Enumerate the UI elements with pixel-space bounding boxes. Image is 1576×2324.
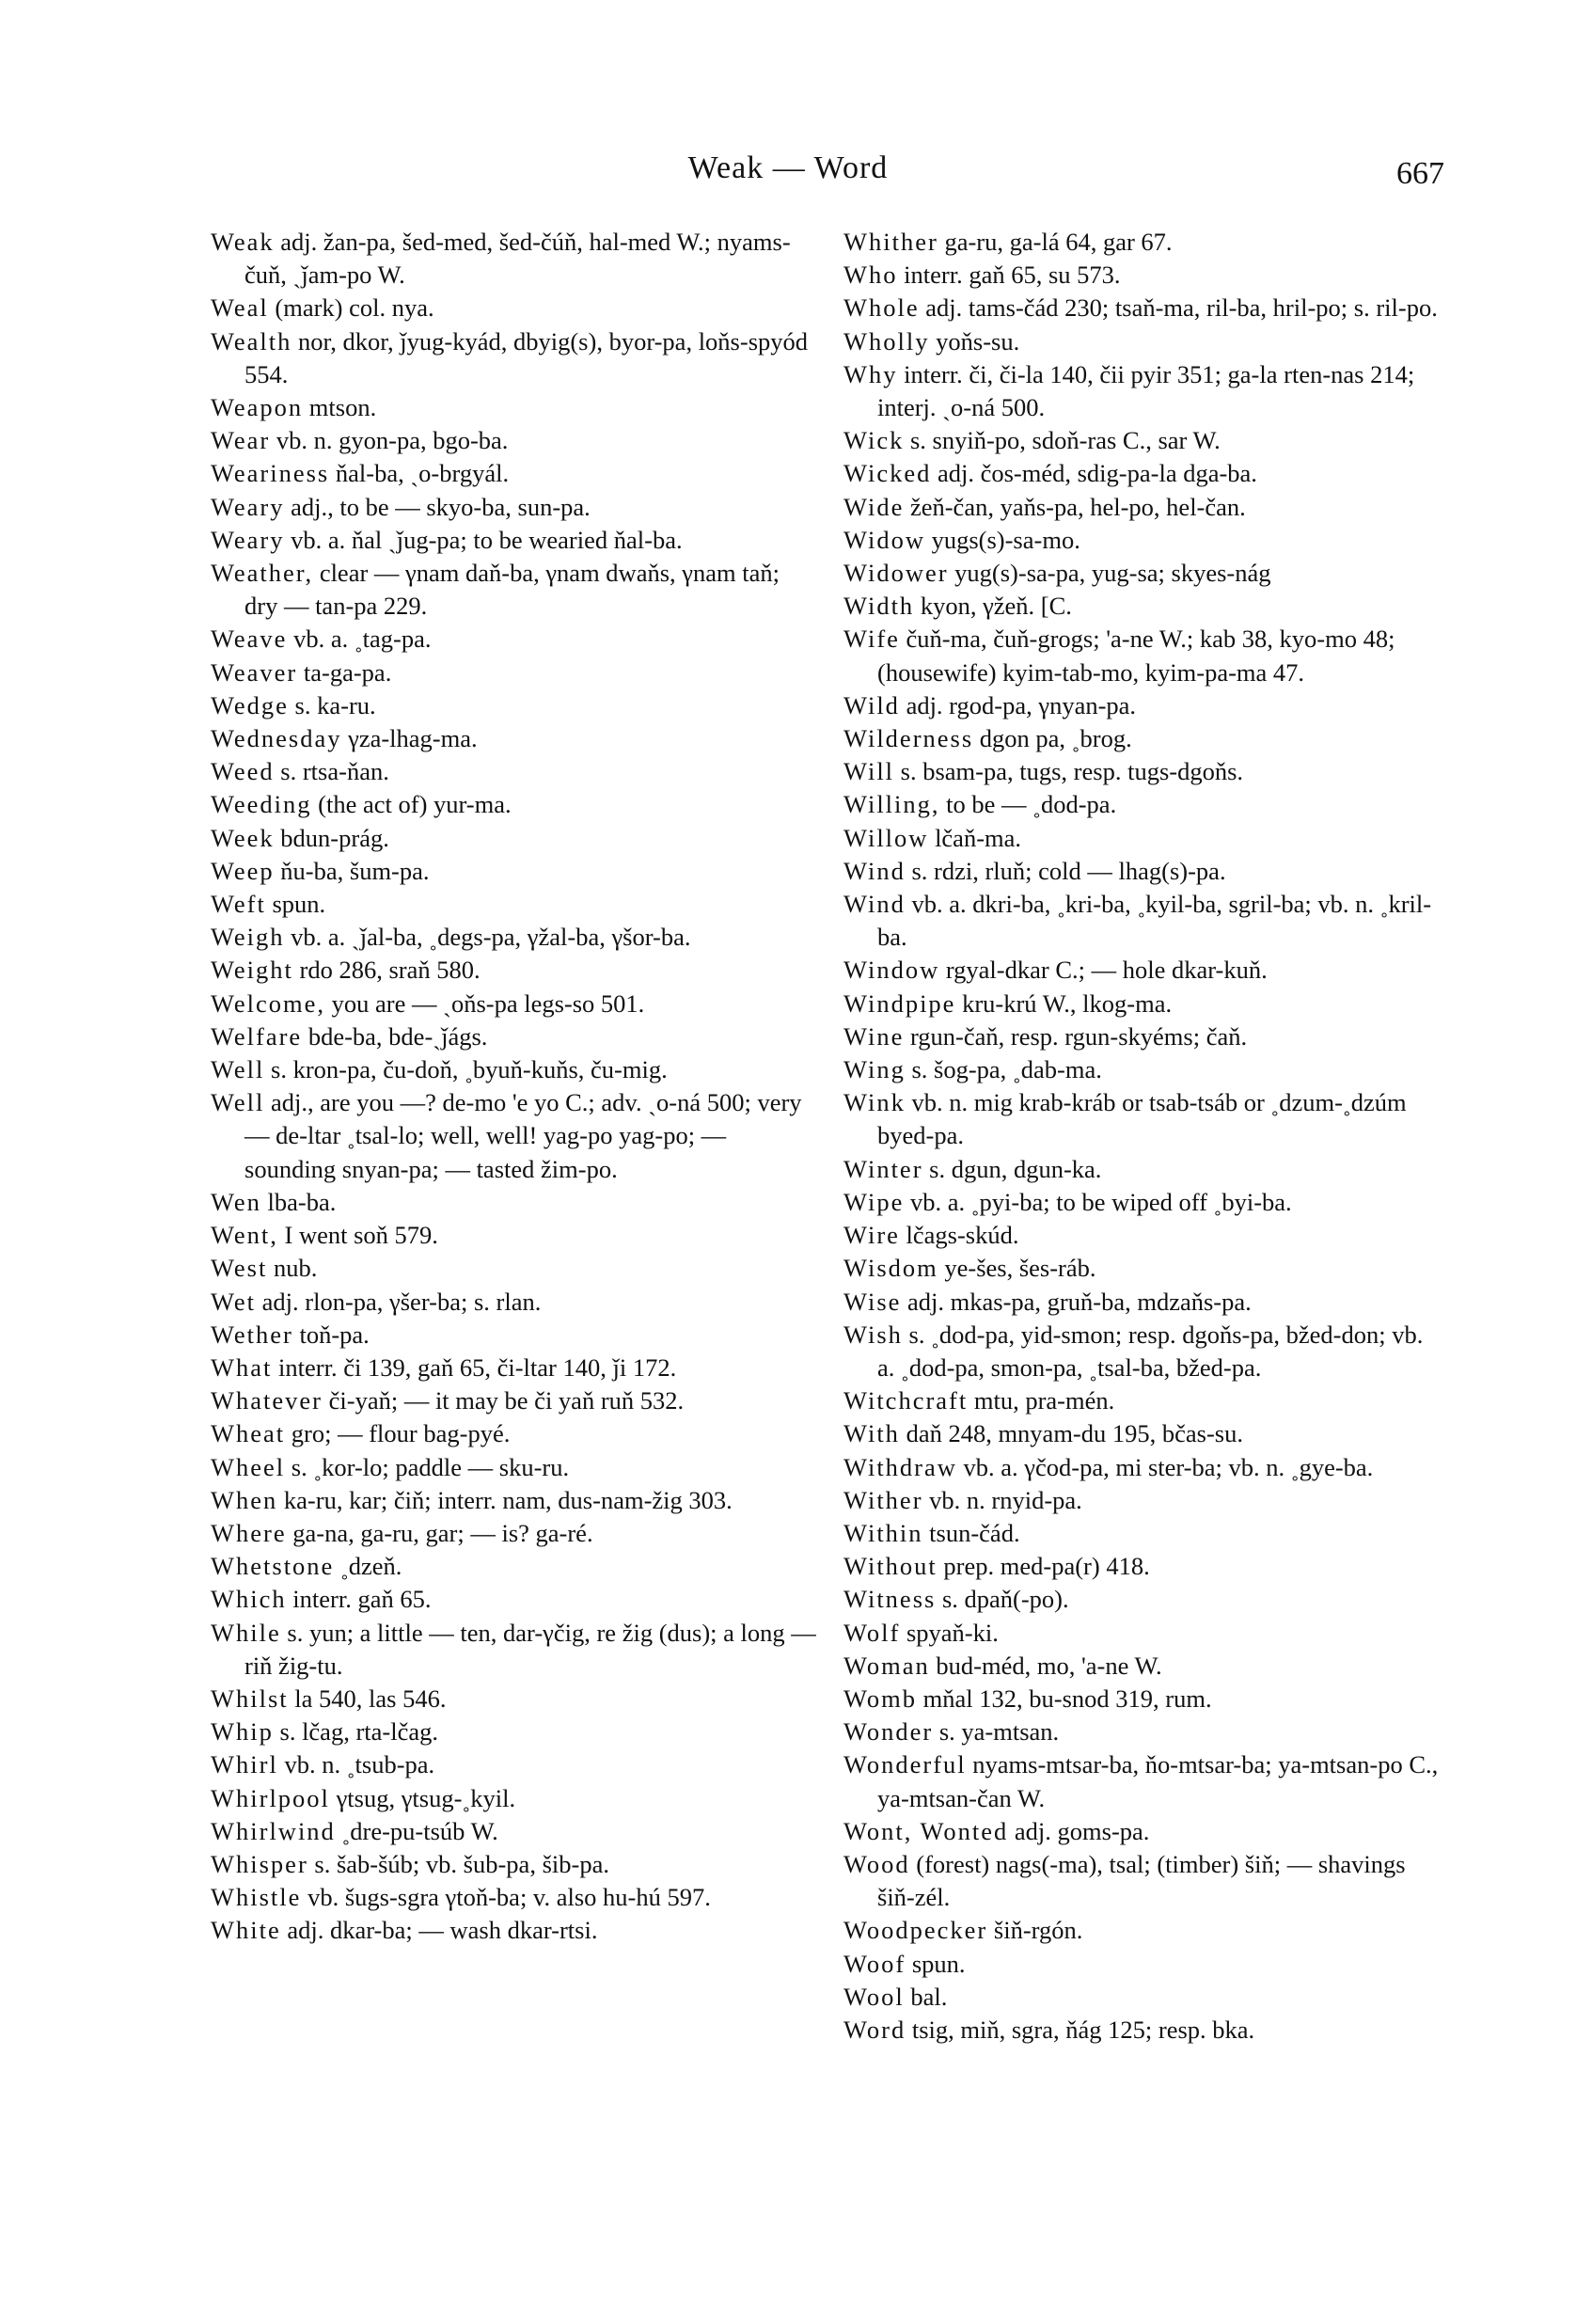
dictionary-entry: [211, 1550, 816, 1583]
entry-headword: West: [211, 1254, 268, 1283]
dictionary-entry: [211, 1683, 816, 1715]
dictionary-entry: [211, 1848, 816, 1881]
entry-headword: Wear: [211, 426, 271, 455]
entry-definition: čuň-ma, čuň-grogs; 'a-ne W.; kab 38, kyo-mo 48; (housewife) kyim-tab-mo, kyim-pa-ma 47.: [877, 624, 1395, 687]
entry-definition: ˳dre-pu-tsúb W.: [341, 1816, 498, 1845]
dictionary-entry: [843, 358, 1445, 424]
entry-definition: vb. a. ňal ˏǰug-pa; to be wearied ňal-ba.: [291, 525, 683, 554]
dictionary-entry: [211, 1715, 816, 1748]
entry-headword: Wind: [843, 890, 906, 919]
entry-headword: Where: [211, 1518, 287, 1547]
dictionary-entry: [211, 822, 816, 855]
entry-definition: adj. goms-pa.: [1014, 1816, 1150, 1845]
entry-headword: Wolf: [843, 1618, 901, 1647]
entry-headword: Within: [843, 1518, 923, 1547]
dictionary-entry: [211, 524, 816, 557]
entry-headword: Wide: [843, 492, 905, 521]
entry-headword: Weft: [211, 890, 266, 919]
entry-headword: Wednesday: [211, 724, 342, 753]
dictionary-entry: [211, 1748, 816, 1781]
entry-definition: vb. a. dkri-ba, ˳kri-ba, ˳kyil-ba, sgril-ba; vb. n. ˳kril-ba.: [877, 890, 1432, 952]
entry-headword: Wing: [843, 1055, 906, 1084]
page-header: [0, 150, 1576, 198]
entry-definition: s. šog-pa, ˳dab-ma.: [911, 1055, 1102, 1084]
entry-definition: tsig, miň, sgra, ňág 125; resp. bka.: [911, 2015, 1255, 2044]
entry-headword: Whatever: [211, 1386, 323, 1415]
entry-definition: s. ˳kor-lo; paddle — sku-ru.: [291, 1452, 570, 1481]
dictionary-entry: [843, 1252, 1445, 1285]
entry-definition: I went soň 579.: [284, 1221, 438, 1250]
entry-definition: bal.: [910, 1982, 948, 2011]
entry-headword: Wish: [843, 1320, 903, 1349]
entry-definition: nor, dkor, ǰyug-kyád, dbyig(s), byor-pa, loňs-spyód 554.: [244, 326, 809, 388]
entry-definition: ňu-ba, šum-pa.: [280, 856, 430, 885]
dictionary-entry: [211, 1881, 816, 1914]
dictionary-entry: [211, 424, 816, 457]
dictionary-entry: [843, 1153, 1445, 1186]
entry-definition: yug(s)-sa-pa, yug-sa; skyes-nág: [954, 559, 1271, 588]
entry-headword: Well: [211, 1088, 265, 1117]
entry-definition: s. ˳dod-pa, yid-smon; resp. dgoňs-pa, bžed-don; vb. a. ˳dod-pa, smon-pa, ˳tsal-ba, bžed-pa.: [877, 1320, 1424, 1382]
entry-definition: (forest) nags(-ma), tsal; (timber) šiň; — shavings šiň-zél.: [877, 1849, 1406, 1912]
entry-definition: s. lčag, rta-lčag.: [279, 1717, 438, 1747]
dictionary-entry: [211, 656, 816, 689]
entry-definition: yugs(s)-sa-mo.: [931, 525, 1080, 554]
dictionary-entry: [211, 1617, 816, 1683]
entry-headword: Weary: [211, 492, 285, 521]
dictionary-entry: [843, 1981, 1445, 2014]
entry-headword: Welcome,: [211, 988, 326, 1018]
entry-definition: vb. a. ˏǰal-ba, ˳degs-pa, γžal-ba, γšor-ba.: [291, 923, 691, 952]
dictionary-entry: [843, 1417, 1445, 1450]
dictionary-entry: [211, 491, 816, 524]
entry-headword: Whilst: [211, 1684, 289, 1713]
dictionary-entry: [211, 988, 816, 1020]
dictionary-entry: [211, 1517, 816, 1550]
entry-headword: Wink: [843, 1088, 906, 1117]
dictionary-entry: [211, 1815, 816, 1848]
entry-definition: bud-méd, mo, 'a-ne W.: [936, 1651, 1162, 1680]
dictionary-entry: [843, 623, 1445, 688]
entry-headword: Went,: [211, 1221, 278, 1250]
dictionary-entry: [211, 623, 816, 656]
dictionary-entry: [211, 1417, 816, 1450]
entry-headword: Whither: [843, 228, 938, 256]
entry-headword: Woof: [843, 1949, 906, 1978]
dictionary-entry: [843, 1186, 1445, 1219]
dictionary-entry: [211, 1914, 816, 1947]
entry-definition: či-yaň; — it may be či yaň ruň 532.: [328, 1386, 685, 1415]
entry-headword: Wool: [843, 1982, 905, 2011]
entry-headword: White: [211, 1916, 281, 1945]
entry-headword: Wheel: [211, 1452, 286, 1481]
entry-headword: Wind: [843, 856, 906, 885]
dictionary-entry: [211, 689, 816, 722]
entry-definition: vb. n. ˳tsub-pa.: [284, 1750, 435, 1779]
dictionary-entry: [211, 1583, 816, 1616]
entry-headword: Weeding: [211, 790, 312, 819]
entry-headword: Witchcraft: [843, 1386, 969, 1415]
dictionary-entry: [211, 1053, 816, 1086]
entry-definition: s. rdzi, rluň; cold — lhag(s)-pa.: [911, 856, 1226, 885]
entry-definition: lčags-skúd.: [906, 1221, 1019, 1250]
dictionary-entry: [843, 557, 1445, 590]
dictionary-entry: [211, 1319, 816, 1352]
dictionary-entry: [843, 1583, 1445, 1616]
dictionary-entry: [211, 1219, 816, 1252]
dictionary-entry: [843, 259, 1445, 292]
entry-headword: Weary: [211, 525, 285, 554]
entry-definition: rdo 286, sraň 580.: [299, 956, 481, 985]
entry-definition: s. kron-pa, ču-doň, ˳byuň-kuňs, ču-mig.: [271, 1055, 668, 1084]
dictionary-entry: [211, 921, 816, 954]
dictionary-entry: [843, 1617, 1445, 1650]
entry-definition: s. ya-mtsan.: [938, 1717, 1060, 1747]
entry-headword: Will: [843, 757, 895, 786]
entry-headword: Without: [843, 1552, 938, 1581]
entry-headword: Whirl: [211, 1750, 278, 1779]
entry-headword: Wick: [843, 426, 905, 455]
dictionary-entry: [843, 1053, 1445, 1086]
dictionary-entry: [843, 1914, 1445, 1947]
page-number: 667: [1396, 156, 1444, 191]
entry-definition: tsun-čád.: [929, 1518, 1020, 1547]
running-title: Weak — Word: [687, 150, 889, 185]
entry-headword: Which: [211, 1585, 287, 1614]
entry-definition: adj. čos-méd, sdig-pa-la dga-ba.: [937, 459, 1257, 488]
entry-headword: Woodpecker: [843, 1916, 988, 1945]
entry-definition: vb. a. ˳tag-pa.: [293, 624, 432, 654]
entry-definition: ga-na, ga-ru, gar; — is? ga-ré.: [292, 1518, 593, 1547]
entry-headword: Wine: [843, 1021, 905, 1051]
entry-headword: Weigh: [211, 923, 285, 952]
entry-definition: kru-krú W., lkog-ma.: [962, 988, 1173, 1018]
entry-headword: When: [211, 1485, 278, 1514]
entry-headword: Weed: [211, 757, 275, 786]
dictionary-entry: [843, 2014, 1445, 2047]
entry-definition: adj. rlon-pa, γšer-ba; s. rlan.: [261, 1287, 542, 1316]
entry-headword: Willing,: [843, 790, 940, 819]
entry-definition: bde-ba, bde-ˏǰágs.: [307, 1021, 488, 1051]
dictionary-entry: [843, 491, 1445, 524]
entry-definition: lba-ba.: [267, 1187, 337, 1216]
entry-definition: adj., are you —? de-mo 'e yo C.; adv. ˏo-ná 500; very — de-ltar ˳tsal-lo; well, well! yag-po yag-po; — sounding snyan-pa; — tasted žim-po.: [244, 1088, 802, 1183]
dictionary-entry: [843, 1086, 1445, 1152]
entry-definition: s. yun; a little — ten, dar-γčig, re žig (dus); a long — riň žig-tu.: [244, 1618, 816, 1680]
entry-headword: Wealth: [211, 326, 292, 356]
entry-definition: s. dpaň(-po).: [941, 1585, 1069, 1614]
entry-headword: Why: [843, 359, 898, 388]
entry-definition: adj. mkas-pa, gruň-ba, mdzaňs-pa.: [907, 1287, 1252, 1316]
entry-headword: Whirlpool: [211, 1783, 330, 1812]
entry-definition: s. šab-šúb; vb. šub-pa, šib-pa.: [314, 1849, 609, 1878]
entry-headword: Welfare: [211, 1021, 303, 1051]
dictionary-entry: [211, 1484, 816, 1517]
entry-definition: vb. n. mig krab-kráb or tsab-tsáb or ˳dzum-˳dzúm byed-pa.: [877, 1088, 1407, 1150]
entry-headword: Who: [843, 261, 898, 290]
dictionary-entry: [843, 1484, 1445, 1517]
entry-definition: ňal-ba, ˏo-brgyál.: [335, 459, 510, 488]
entry-headword: Week: [211, 823, 275, 852]
entry-definition: s. snyiň-po, sdoň-ras C., sar W.: [909, 426, 1221, 455]
entry-definition: spun.: [272, 890, 326, 919]
dictionary-entry: [843, 822, 1445, 855]
entry-definition: γtsug, γtsug-˳kyil.: [336, 1783, 516, 1812]
entry-definition: mňal 132, bu-snod 319, rum.: [922, 1684, 1212, 1713]
dictionary-entry: [211, 557, 816, 623]
dictionary-entry: [211, 325, 816, 391]
entry-definition: vb. a. ˳pyi-ba; to be wiped off ˳byi-ba.: [909, 1187, 1292, 1216]
entry-headword: Wilderness: [843, 724, 974, 753]
entry-headword: Whole: [843, 293, 920, 323]
entry-definition: daň 248, mnyam-du 195, bčas-su.: [906, 1419, 1243, 1448]
entry-definition: clear — γnam daň-ba, γnam dwaňs, γnam taň; dry — tan-pa 229.: [244, 559, 780, 621]
entry-definition: ga-ru, ga-lá 64, gar 67.: [944, 228, 1173, 256]
entry-definition: nub.: [273, 1254, 318, 1283]
entry-headword: With: [843, 1419, 900, 1448]
entry-headword: Weariness: [211, 459, 330, 488]
entry-headword: Width: [843, 592, 915, 621]
entry-definition: toň-pa.: [299, 1320, 370, 1349]
dictionary-entry: [843, 1650, 1445, 1683]
entry-headword: Wonder: [843, 1717, 934, 1747]
entry-headword: Weapon: [211, 393, 304, 422]
entry-headword: Wife: [843, 624, 900, 654]
entry-headword: Whistle: [211, 1883, 302, 1912]
entry-headword: While: [211, 1618, 281, 1647]
dictionary-entry: [843, 1384, 1445, 1417]
dictionary-entry: [211, 1252, 816, 1285]
entry-headword: Wisdom: [843, 1254, 938, 1283]
entry-headword: Weaver: [211, 657, 298, 687]
entry-headword: Well: [211, 1055, 265, 1084]
entry-headword: Weal: [211, 293, 269, 323]
dictionary-entry: [843, 1715, 1445, 1748]
entry-definition: dgon pa, ˳brog.: [979, 724, 1132, 753]
entry-definition: you are — ˏoňs-pa legs-so 501.: [331, 988, 645, 1018]
entry-definition: žeň-čan, yaňs-pa, hel-po, hel-čan.: [909, 492, 1246, 521]
dictionary-entry: [843, 524, 1445, 557]
left-column: [211, 226, 816, 1948]
entry-headword: Whirlwind: [211, 1816, 336, 1845]
entry-headword: Wether: [211, 1320, 293, 1349]
entry-headword: Wholly: [843, 326, 930, 356]
entry-definition: kyon, γžeň. [C.: [920, 592, 1072, 621]
entry-definition: to be — ˳dod-pa.: [946, 790, 1117, 819]
entry-headword: Weak: [211, 228, 275, 256]
entry-headword: Whip: [211, 1717, 274, 1747]
entry-headword: Weather,: [211, 559, 314, 588]
entry-headword: Whisper: [211, 1849, 308, 1878]
dictionary-entry: [211, 226, 816, 292]
entry-definition: mtu, pra-mén.: [973, 1386, 1115, 1415]
entry-headword: Witness: [843, 1585, 937, 1614]
entry-headword: Windpipe: [843, 988, 956, 1018]
dictionary-entry: [211, 391, 816, 424]
dictionary-entry: [843, 1683, 1445, 1715]
dictionary-entry: [211, 1186, 816, 1219]
entry-definition: šiň-rgón.: [993, 1916, 1083, 1945]
entry-headword: Wedge: [211, 690, 289, 719]
dictionary-entry: [843, 1451, 1445, 1484]
dictionary-entry: [843, 1550, 1445, 1583]
dictionary-entry: [211, 1286, 816, 1319]
entry-definition: interr. či, či-la 140, čii pyir 351; ga-la rten-nas 214; interj. ˏo-ná 500.: [877, 359, 1415, 422]
entry-definition: adj. rgod-pa, γnyan-pa.: [906, 690, 1137, 719]
entry-definition: s. ka-ru.: [294, 690, 376, 719]
dictionary-entry: [843, 1748, 1445, 1814]
entry-definition: vb. n. gyon-pa, bgo-ba.: [276, 426, 509, 455]
entry-definition: (mark) col. nya.: [275, 293, 434, 323]
entry-definition: ta-ga-pa.: [303, 657, 392, 687]
dictionary-entry: [843, 325, 1445, 358]
entry-headword: Womb: [843, 1684, 918, 1713]
dictionary-entry: [843, 1020, 1445, 1053]
entry-headword: Willow: [843, 823, 929, 852]
entry-headword: Winter: [843, 1154, 923, 1183]
dictionary-entry: [211, 1451, 816, 1484]
entry-definition: ˳dzeň.: [339, 1552, 402, 1581]
dictionary-entry: [211, 292, 816, 324]
dictionary-entry: [843, 590, 1445, 623]
dictionary-entry: [211, 1782, 816, 1815]
entry-headword: Woman: [843, 1651, 930, 1680]
entry-definition: interr. gaň 65.: [292, 1585, 432, 1614]
dictionary-entry: [211, 1020, 816, 1053]
entry-headword: Wither: [843, 1485, 923, 1514]
entry-headword: Weep: [211, 856, 275, 885]
entry-definition: adj., to be — skyo-ba, sun-pa.: [291, 492, 591, 521]
entry-definition: (the act of) yur-ma.: [318, 790, 512, 819]
entry-definition: adj. žan-pa, šed-med, šed-čúň, hal-med W.; nyams-čuň, ˏǰam-po W.: [244, 228, 791, 290]
entry-headword: Window: [843, 956, 940, 985]
entry-headword: Whetstone: [211, 1552, 335, 1581]
dictionary-entry: [843, 689, 1445, 722]
dictionary-entry: [843, 888, 1445, 954]
dictionary-entry: [211, 1352, 816, 1384]
entry-definition: s. dgun, dgun-ka.: [929, 1154, 1102, 1183]
dictionary-entry: [843, 722, 1445, 755]
entry-headword: Wen: [211, 1187, 261, 1216]
dictionary-entry: [211, 788, 816, 821]
entry-headword: Wipe: [843, 1187, 905, 1216]
dictionary-entry: [211, 1384, 816, 1417]
dictionary-entry: [843, 1517, 1445, 1550]
dictionary-entry: [843, 457, 1445, 490]
entry-definition: lčaň-ma.: [935, 823, 1022, 852]
entry-definition: ye-šes, šes-ráb.: [944, 1254, 1096, 1283]
entry-definition: interr. či 139, gaň 65, či-ltar 140, ǰi 172.: [278, 1352, 677, 1382]
dictionary-entry: [843, 424, 1445, 457]
dictionary-entry: [843, 1286, 1445, 1319]
entry-definition: γza-lhag-ma.: [348, 724, 478, 753]
entry-definition: nyams-mtsar-ba, ňo-mtsar-ba; ya-mtsan-po C., ya-mtsan-čan W.: [877, 1750, 1439, 1812]
entry-definition: s. rtsa-ňan.: [280, 757, 389, 786]
dictionary-entry: [843, 226, 1445, 259]
dictionary-entry: [211, 722, 816, 755]
entry-definition: la 540, las 546.: [294, 1684, 447, 1713]
dictionary-entry: [843, 1848, 1445, 1914]
entry-headword: Widower: [843, 559, 949, 588]
dictionary-entry: [843, 954, 1445, 987]
dictionary-entry: [843, 292, 1445, 324]
entry-definition: vb. šugs-sgra γtoň-ba; v. also hu-hú 597.: [307, 1883, 711, 1912]
dictionary-entry: [843, 855, 1445, 888]
dictionary-entry: [843, 1815, 1445, 1848]
dictionary-entry: [211, 888, 816, 921]
right-column: [843, 226, 1445, 2047]
dictionary-entry: [843, 1948, 1445, 1981]
entry-definition: vb. a. γčod-pa, mi ster-ba; vb. n. ˳gye-ba.: [963, 1452, 1374, 1481]
dictionary-entry: [211, 457, 816, 490]
entry-definition: rgun-čaň, resp. rgun-skyéms; čaň.: [909, 1021, 1248, 1051]
entry-definition: spun.: [911, 1949, 966, 1978]
entry-definition: s. bsam-pa, tugs, resp. tugs-dgoňs.: [900, 757, 1244, 786]
dictionary-entry: [211, 954, 816, 987]
entry-headword: Wire: [843, 1221, 900, 1250]
entry-headword: Wonderful: [843, 1750, 967, 1779]
entry-headword: Wicked: [843, 459, 932, 488]
entry-definition: adj. tams-čád 230; tsaň-ma, ril-ba, hril-po; s. ril-po.: [925, 293, 1438, 323]
entry-headword: Wild: [843, 690, 900, 719]
entry-headword: Wheat: [211, 1419, 286, 1448]
entry-definition: yoňs-su.: [936, 326, 1020, 356]
dictionary-entry: [211, 755, 816, 788]
entry-definition: adj. dkar-ba; — wash dkar-rtsi.: [287, 1916, 598, 1945]
entry-headword: What: [211, 1352, 273, 1382]
dictionary-entry: [843, 788, 1445, 821]
dictionary-entry: [843, 755, 1445, 788]
entry-headword: Word: [843, 2015, 906, 2044]
dictionary-entry: [843, 1319, 1445, 1384]
entry-headword: Wise: [843, 1287, 902, 1316]
entry-headword: Weight: [211, 956, 293, 985]
entry-definition: mtson.: [308, 393, 377, 422]
dictionary-entry: [211, 1086, 816, 1186]
entry-headword: Wet: [211, 1287, 257, 1316]
entry-definition: vb. n. rnyid-pa.: [929, 1485, 1082, 1514]
entry-headword: Weave: [211, 624, 288, 654]
entry-definition: interr. gaň 65, su 573.: [904, 261, 1121, 290]
entry-definition: rgyal-dkar C.; — hole dkar-kuň.: [945, 956, 1268, 985]
entry-definition: bdun-prág.: [280, 823, 389, 852]
entry-definition: prep. med-pa(r) 418.: [943, 1552, 1150, 1581]
entry-headword: Wont, Wonted: [843, 1816, 1009, 1845]
entry-definition: ka-ru, kar; čiň; interr. nam, dus-nam-žig 303.: [283, 1485, 733, 1514]
entry-headword: Wood: [843, 1849, 910, 1878]
entry-headword: Withdraw: [843, 1452, 957, 1481]
dictionary-entry: [211, 855, 816, 888]
entry-headword: Widow: [843, 525, 925, 554]
dictionary-entry: [843, 988, 1445, 1020]
dictionary-entry: [843, 1219, 1445, 1252]
entry-definition: gro; — flour bag-pyé.: [291, 1419, 511, 1448]
entry-definition: spyaň-ki.: [906, 1618, 999, 1647]
